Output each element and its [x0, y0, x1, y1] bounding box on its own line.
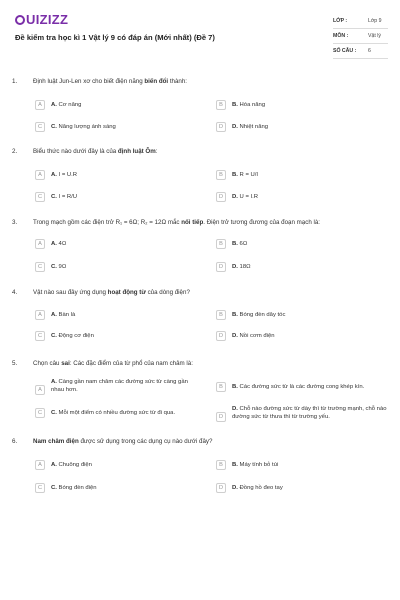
page-title: Đề kiểm tra học kì 1 Vật lý 9 có đáp án (Mới nhất) (Đề 7) — [15, 33, 215, 42]
question-text: Nam châm điện được sử dụng trong các dụng cụ nào dưới đây? — [33, 438, 213, 445]
logo-q-icon — [15, 15, 25, 25]
meta-row-class: LỚP : Lớp 9 — [333, 14, 388, 29]
question-text: Định luật Jun-Len xơ cho biết điện năng biến đổi thành: — [33, 78, 188, 85]
question-text: Vật nào sau đây ứng dụng hoạt động từ của dòng điện? — [33, 289, 190, 296]
question-text: Trong mạch gồm các điện trở R₁ = 6Ω; R₂ = 12Ω mắc nối tiếp. Điện trở tương đương của đoạn mạch là: — [33, 219, 321, 226]
quizizz-logo — [15, 12, 68, 27]
question-text: Chọn câu sai: Các đặc điểm của từ phổ của nam châm là: — [33, 360, 193, 367]
meta-row-count: SỐ CÂU : 6 — [333, 44, 388, 59]
logo-text: UIZIZZ — [26, 12, 69, 27]
meta-row-subject: MÔN : Vật lý — [333, 29, 388, 44]
quiz-meta — [333, 14, 388, 59]
question-text: Biểu thức nào dưới đây là của định luật Ôm: — [33, 148, 158, 155]
quiz-header — [0, 0, 400, 68]
